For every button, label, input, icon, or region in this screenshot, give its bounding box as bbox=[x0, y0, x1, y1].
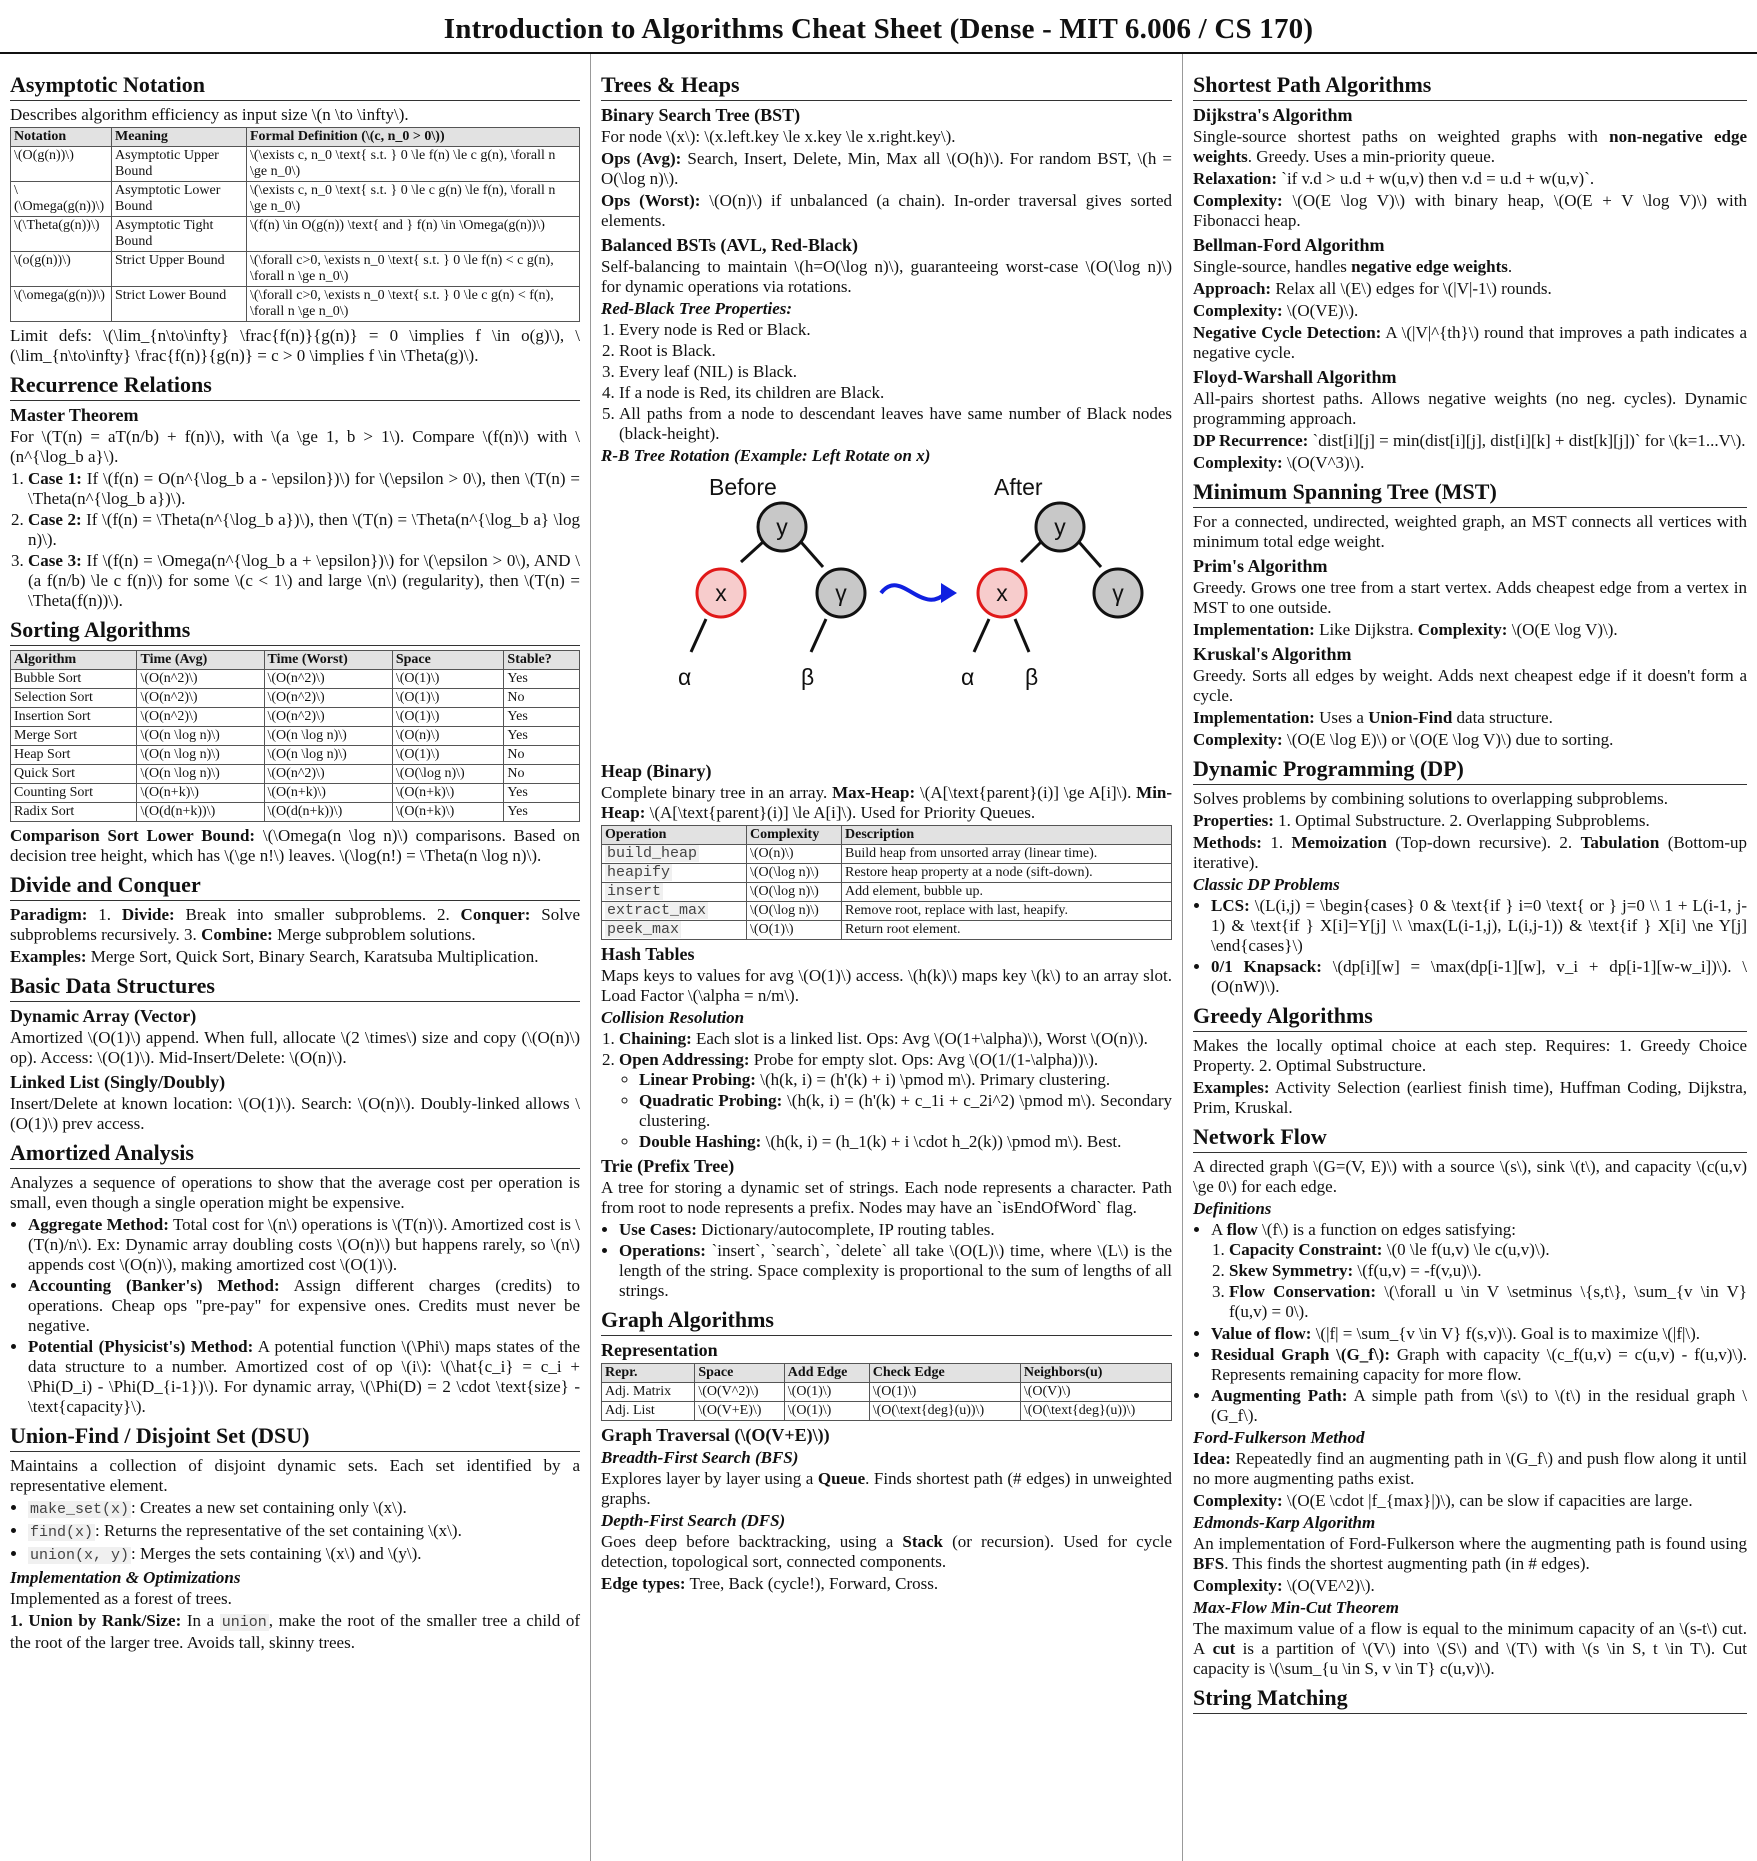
subheading: Master Theorem bbox=[10, 405, 139, 425]
subheading: Depth-First Search (DFS) bbox=[601, 1511, 786, 1530]
paragraph: For node \(x\): \(x.left.key \le x.key \le x.right.key\). bbox=[601, 127, 956, 146]
probe-list bbox=[619, 1070, 1172, 1152]
list-item: • Use Cases: Dictionary/autocomplete, IP routing tables. bbox=[619, 1220, 1172, 1240]
list-item: ◦ Quadratic Probing: \(h(k, i) = (h'(k) + c_1i + c_2i^2) \pmod m\). Secondary clustering. bbox=[639, 1091, 1172, 1131]
table-header-row bbox=[11, 128, 580, 147]
svg-text:x: x bbox=[996, 580, 1008, 606]
table-row: extract_max \(O(\log n)\) Remove root, replace with last, heapify. bbox=[602, 902, 1172, 921]
column-2 bbox=[590, 54, 1182, 1861]
list-item: • Operations: `insert`, `search`, `delete` all take \(O(L)\) time, where \(L\) is the length of the string. Space complexity is proportional to the sum of lengths of all strings. bbox=[619, 1241, 1172, 1301]
subtree-alpha-label: α bbox=[961, 664, 975, 690]
paragraph: Maintains a collection of disjoint dynamic sets. Each set identified by a representative element. bbox=[10, 1456, 580, 1495]
table-cell: \(\exists c, n_0 \text{ s.t. } 0 \le c g(n) \le f(n), \forall n \ge n_0\) bbox=[247, 182, 580, 217]
table-cell: Asymptotic Upper Bound bbox=[112, 147, 247, 182]
tree-edge bbox=[1015, 619, 1029, 652]
paragraph: Limit defs: \(\lim_{n\to\infty} \frac{f(n)}{g(n)} = 0 \implies f \in o(g)\), \(\lim_{n\to\infty} \frac{f(n)}{g(n)} = c > 0 \implies f \in \Theta(g)\). bbox=[10, 326, 580, 365]
list-item: 2. Skew Symmetry: \(f(u,v) = -f(v,u)\). bbox=[1229, 1261, 1747, 1281]
list-item: 4. If a node is Red, its children are Black. bbox=[619, 383, 1172, 403]
paragraph: Paradigm: 1. Divide: Break into smaller subproblems. 2. Conquer: Solve subproblems recursively. 3. Combine: Merge subproblem solutions. bbox=[10, 905, 580, 944]
table-cell: \(f(n) \in O(g(n)) \text{ and } f(n) \in \Omega(g(n))\) bbox=[247, 217, 580, 252]
tree-edge bbox=[811, 619, 826, 652]
list-item: 2. Open Addressing: Probe for empty slot. Ops: Avg \(O(1/(1-\alpha))\). ◦ Linear Probing: \(h(k, i) = (h'(k) + i) \pmod m\). Primary clustering. ◦ Quadratic Probing: \(h(k, i) = (h'(k) + c_1i + c_2i^2) \pmod m\). Secondary clustering. ◦ Double Hashing: \(h(k, i) = (h_1(k) + i \cdot h_2(k)) \pmod m\). Best. bbox=[619, 1050, 1172, 1152]
list-item: • find(x) : Returns the representative of the set containing \(x\). bbox=[28, 1521, 580, 1543]
paragraph: A tree for storing a dynamic set of strings. Each node represents a character. Path from root to node represents a prefix. Nodes may have an `isEndOfWord` flag. bbox=[601, 1178, 1172, 1217]
table-header: Repr. bbox=[602, 1364, 695, 1383]
svg-text:x: x bbox=[715, 580, 727, 606]
paragraph: Complexity: \(O(VE)\). bbox=[1193, 301, 1359, 320]
subheading: Classic DP Problems bbox=[1193, 875, 1340, 894]
paragraph: Maps keys to values for avg \(O(1)\) access. \(h(k)\) maps key \(k\) to an array slot. Load Factor \(\alpha = n/m\). bbox=[601, 966, 1172, 1005]
paragraph: DP Recurrence: `dist[i][j] = min(dist[i][j], dist[i][k] + dist[k][j])` for \(k=1...V\). bbox=[1193, 431, 1746, 450]
section-heading: Recurrence Relations bbox=[10, 372, 580, 401]
table-row: heapify \(O(\log n)\) Restore heap property at a node (sift-down). bbox=[602, 864, 1172, 883]
table-header: Neighbors(u) bbox=[1020, 1364, 1171, 1383]
paragraph: Edge types: Tree, Back (cycle!), Forward, Cross. bbox=[601, 1574, 939, 1593]
list-item: 1. Capacity Constraint: \(0 \le f(u,v) \le c(u,v)\). bbox=[1229, 1240, 1747, 1260]
flow-definitions-list bbox=[1193, 1220, 1747, 1426]
paragraph: Amortized \(O(1)\) append. When full, allocate \(2 \times\) size and copy (\(O(n)\) op). Access: \(O(1)\). Mid-Insert/Delete: \(O(n)\). bbox=[10, 1028, 580, 1067]
paragraph: Single-source, handles negative edge weights. bbox=[1193, 257, 1513, 276]
after-label: After bbox=[994, 474, 1043, 500]
subheading: R-B Tree Rotation (Example: Left Rotate on x) bbox=[601, 446, 931, 465]
rb-properties-list bbox=[601, 320, 1172, 444]
table-row: Adj. List \(O(V+E)\) \(O(1)\) \(O(\text{deg}(u))\) \(O(\text{deg}(u))\) bbox=[602, 1402, 1172, 1421]
subheading: Collision Resolution bbox=[601, 1008, 745, 1027]
subheading: Binary Search Tree (BST) bbox=[601, 105, 801, 125]
table-cell: \(\Theta(g(n))\) bbox=[11, 217, 112, 252]
section-heading: Amortized Analysis bbox=[10, 1140, 580, 1169]
tree-edge bbox=[691, 619, 706, 652]
list-item: • Accounting (Banker's) Method: Assign different charges (credits) to operations. Cheap ops "pre-pay" for expensive ones. Credits must never be negative. bbox=[28, 1276, 580, 1336]
paragraph: For a connected, undirected, weighted graph, an MST connects all vertices with minimum total edge weight. bbox=[1193, 512, 1747, 551]
table-header-row bbox=[602, 826, 1172, 845]
subheading: Implementation & Optimizations bbox=[10, 1568, 241, 1587]
paragraph: All-pairs shortest paths. Allows negative weights (no neg. cycles). Dynamic programming approach. bbox=[1193, 389, 1747, 428]
amortized-list bbox=[10, 1215, 580, 1417]
table-row bbox=[11, 287, 580, 322]
table-header: Complexity bbox=[747, 826, 842, 845]
subheading: Heap (Binary) bbox=[601, 761, 712, 781]
table-header: Algorithm bbox=[11, 651, 137, 670]
section-heading: Graph Algorithms bbox=[601, 1307, 1172, 1336]
subheading: Trie (Prefix Tree) bbox=[601, 1156, 735, 1176]
paragraph: Greedy. Sorts all edges by weight. Adds next cheapest edge if it doesn't form a cycle. bbox=[1193, 666, 1747, 705]
paragraph: Negative Cycle Detection: A \(|V|^{th}\) round that improves a path indicates a negative cycle. bbox=[1193, 323, 1747, 362]
paragraph: Comparison Sort Lower Bound: \(\Omega(n \log n)\) comparisons. Based on decision tree height, which has \(\ge n!\) leaves. \(\log(n!) = \Theta(n \log n)\). bbox=[10, 826, 581, 865]
paragraph: Analyzes a sequence of operations to show that the average cost per operation is small, even though a single operation might be expensive. bbox=[10, 1173, 580, 1212]
paragraph: Describes algorithm efficiency as input size \(n \to \infty\). bbox=[10, 105, 409, 124]
subheading: Floyd-Warshall Algorithm bbox=[1193, 367, 1397, 387]
tree-edge bbox=[974, 619, 989, 652]
paragraph: Idea: Repeatedly find an augmenting path in \(G_f\) and push flow along it until no more augmenting paths exist. bbox=[1193, 1449, 1748, 1488]
tree-edge bbox=[741, 542, 763, 562]
dp-problems-list bbox=[1193, 896, 1747, 997]
section-heading: Dynamic Programming (DP) bbox=[1193, 756, 1747, 785]
paragraph: Examples: Activity Selection (earliest finish time), Huffman Coding, Dijkstra, Prim, Kruskal. bbox=[1193, 1078, 1747, 1117]
list-item: 2. Root is Black. bbox=[619, 341, 1172, 361]
table-header: Add Edge bbox=[784, 1364, 869, 1383]
paragraph: Complexity: \(O(VE^2)\). bbox=[1193, 1576, 1375, 1595]
table-cell: Strict Lower Bound bbox=[112, 287, 247, 322]
section-sorting-algorithms bbox=[10, 617, 580, 866]
subheading: Dynamic Array (Vector) bbox=[10, 1006, 197, 1026]
table-row bbox=[11, 182, 580, 217]
paragraph: Complexity: \(O(E \log V)\) with binary heap, \(O(E + V \log V)\) with Fibonacci heap. bbox=[1193, 191, 1748, 230]
paragraph: Complete binary tree in an array. Max-Heap: \(A[\text{parent}(i)] \ge A[i]\). Min-Heap: \(A[\text{parent}(i)] \le A[i]\). Used for Priority Queues. bbox=[601, 783, 1173, 822]
paragraph: Single-source shortest paths on weighted graphs with non-negative edge weights. Greedy. Uses a min-priority queue. bbox=[1193, 127, 1748, 166]
paragraph: Solves problems by combining solutions to overlapping subproblems. bbox=[1193, 789, 1669, 808]
table-row: Selection Sort \(O(n^2)\) \(O(n^2)\) \(O(1)\) No bbox=[11, 689, 580, 708]
subheading: Ford-Fulkerson Method bbox=[1193, 1428, 1365, 1447]
table-header: Meaning bbox=[112, 128, 247, 147]
paragraph: Implementation: Uses a Union-Find data structure. bbox=[1193, 708, 1553, 727]
list-item: 1. Case 1: If \(f(n) = O(n^{\log_b a - \epsilon})\) for \(\epsilon > 0\), then \(T(n) = \Theta(n^{\log_b a})\). bbox=[28, 469, 580, 509]
table-cell: \(\Omega(g(n))\) bbox=[11, 182, 112, 217]
list-item: 1. Chaining: Each slot is a linked list. Ops: Avg \(O(1+\alpha)\), Worst \(O(n)\). bbox=[619, 1029, 1172, 1049]
column-1 bbox=[0, 54, 590, 1861]
list-item: 3. Every leaf (NIL) is Black. bbox=[619, 362, 1172, 382]
sorting-table bbox=[10, 650, 580, 822]
section-heading: String Matching bbox=[1193, 1685, 1747, 1714]
trie-list bbox=[601, 1220, 1172, 1301]
table-row: Bubble Sort \(O(n^2)\) \(O(n^2)\) \(O(1)\) Yes bbox=[11, 670, 580, 689]
subheading: Edmonds-Karp Algorithm bbox=[1193, 1513, 1376, 1532]
subheading: Dijkstra's Algorithm bbox=[1193, 105, 1353, 125]
flow-constraints-list bbox=[1211, 1240, 1747, 1322]
section-heading: Trees & Heaps bbox=[601, 72, 1172, 101]
table-row bbox=[11, 147, 580, 182]
subtree-alpha-label: α bbox=[678, 664, 692, 690]
paragraph: A directed graph \(G=(V, E)\) with a source \(s\), sink \(t\), and capacity \(c(u,v) \ge 0\) for each edge. bbox=[1193, 1157, 1747, 1196]
list-item: • A flow \(f\) is a function on edges satisfying: 1. Capacity Constraint: \(0 \le f(u,v) \le c(u,v)\). 2. Skew Symmetry: \(f(u,v) = -f(v,u)\). 3. Flow Conservation: \(\forall u \in V \setminus \{s,t\}, \sum_{v \in V} f(u,v) = 0\). bbox=[1211, 1220, 1747, 1322]
list-item: • Augmenting Path: A simple path from \(s\) to \(t\) in the residual graph \(G_f\). bbox=[1211, 1386, 1747, 1426]
table-cell: \(O(g(n))\) bbox=[11, 147, 112, 182]
tree-edge bbox=[801, 542, 823, 567]
table-cell: \(\forall c>0, \exists n_0 \text{ s.t. } 0 \le c g(n) < f(n), \forall n \ge n_0\) bbox=[247, 287, 580, 322]
table-header: Description bbox=[842, 826, 1172, 845]
list-item: 2. Case 2: If \(f(n) = \Theta(n^{\log_b a})\), then \(T(n) = \Theta(n^{\log_b a} \log n)\). bbox=[28, 510, 580, 550]
table-cell: Strict Upper Bound bbox=[112, 252, 247, 287]
arrow-head-icon bbox=[941, 583, 957, 603]
paragraph: The maximum value of a flow is equal to the minimum capacity of an \(s-t\) cut. A cut is a partition of \(V\) into \(S\) and \(T\) with \(s \in S, t \in T\). Cut capacity is \(\sum_{u \in S, v \in T} c(u,v)\). bbox=[1193, 1619, 1748, 1678]
paragraph: Ops (Worst): \(O(n)\) if unbalanced (a chain). In-order traversal gives sorted elements. bbox=[601, 191, 1173, 230]
paragraph: Implemented as a forest of trees. bbox=[10, 1589, 232, 1608]
list-item: 5. All paths from a node to descendant leaves have same number of Black nodes (black-height). bbox=[619, 404, 1172, 444]
master-cases-list bbox=[10, 469, 580, 611]
tree-edge bbox=[1079, 542, 1101, 567]
section-divide-and-conquer bbox=[10, 872, 580, 967]
union-find-ops-list bbox=[10, 1498, 580, 1566]
list-item: 3. Flow Conservation: \(\forall u \in V \setminus \{s,t\}, \sum_{v \in V} f(u,v) = 0\). bbox=[1229, 1282, 1747, 1322]
paragraph: Complexity: \(O(E \log E)\) or \(O(E \log V)\) due to sorting. bbox=[1193, 730, 1614, 749]
table-header: Formal Definition (\(c, n_0 > 0\)) bbox=[247, 128, 580, 147]
svg-text:γ: γ bbox=[1112, 580, 1124, 606]
rotate-arrow-icon bbox=[881, 585, 946, 599]
paragraph: Properties: 1. Optimal Substructure. 2. Overlapping Subproblems. bbox=[1193, 811, 1650, 830]
svg-text:γ: γ bbox=[835, 580, 847, 606]
table-row: build_heap \(O(n)\) Build heap from unsorted array (linear time). bbox=[602, 845, 1172, 864]
subheading: Red-Black Tree Properties: bbox=[601, 299, 793, 318]
section-trees-heaps bbox=[601, 72, 1172, 1301]
table-cell: \(\forall c>0, \exists n_0 \text{ s.t. } 0 \le f(n) < c g(n), \forall n \ge n_0\) bbox=[247, 252, 580, 287]
svg-text:y: y bbox=[1054, 514, 1066, 540]
list-item: • Aggregate Method: Total cost for \(n\) operations is \(T(n)\). Amortized cost is \(T(n)/n\). Ex: Dynamic array doubling costs \(O(n)\) but happens rarely, so \(n\) appends cost \(O(n)\), making amortized cost \(O(1)\). bbox=[28, 1215, 580, 1275]
section-mst bbox=[1193, 479, 1747, 750]
paragraph: Examples: Merge Sort, Quick Sort, Binary Search, Karatsuba Multiplication. bbox=[10, 947, 539, 966]
subheading: Bellman-Ford Algorithm bbox=[1193, 235, 1385, 255]
section-greedy bbox=[1193, 1003, 1747, 1118]
paragraph: Goes deep before backtracking, using a Stack (or recursion). Used for cycle detection, topological sort, connected components. bbox=[601, 1532, 1173, 1571]
table-header: Check Edge bbox=[869, 1364, 1020, 1383]
subheading: Balanced BSTs (AVL, Red-Black) bbox=[601, 235, 859, 255]
tree-edge bbox=[1021, 542, 1041, 562]
section-recurrence-relations bbox=[10, 372, 580, 611]
list-item: 3. Case 3: If \(f(n) = \Omega(n^{\log_b a + \epsilon})\) for \(\epsilon > 0\), AND \(a f(n/b) \le c f(n)\) for some \(c < 1\) and large \(n\) (regularity), then \(T(n) = \Theta(f(n))\). bbox=[28, 551, 580, 611]
paragraph: Complexity: \(O(E \cdot |f_{max}|)\), can be slow if capacities are large. bbox=[1193, 1491, 1693, 1510]
table-row: Counting Sort \(O(n+k)\) \(O(n+k)\) \(O(n+k)\) Yes bbox=[11, 784, 580, 803]
paragraph: Methods: 1. Memoization (Top-down recursive). 2. Tabulation (Bottom-up iterative). bbox=[1193, 833, 1748, 872]
section-string-matching bbox=[1193, 1685, 1747, 1714]
table-cell: \(\exists c, n_0 \text{ s.t. } 0 \le f(n) \le c g(n), \forall n \ge n_0\) bbox=[247, 147, 580, 182]
paragraph: 1. Union by Rank/Size: In a union , make the root of the smaller tree a child of the root of the larger tree. Avoids tall, skinny trees. bbox=[10, 1611, 581, 1652]
section-heading: Greedy Algorithms bbox=[1193, 1003, 1747, 1032]
table-cell: \(o(g(n))\) bbox=[11, 252, 112, 287]
table-row: peek_max \(O(1)\) Return root element. bbox=[602, 921, 1172, 940]
heap-ops-table bbox=[601, 825, 1172, 940]
collision-list bbox=[601, 1029, 1172, 1152]
subheading: Hash Tables bbox=[601, 944, 695, 964]
list-item: • Value of flow: \(|f| = \sum_{v \in V} f(s,v)\). Goal is to maximize \(|f|\). bbox=[1211, 1324, 1747, 1344]
table-row bbox=[11, 252, 580, 287]
paragraph: For \(T(n) = aT(n/b) + f(n)\), with \(a \ge 1, b > 1\). Compare \(f(n)\) with \(n^{\log_b a}\). bbox=[10, 427, 580, 466]
before-label: Before bbox=[709, 474, 777, 500]
asymptotic-table bbox=[10, 127, 580, 322]
subheading: Kruskal's Algorithm bbox=[1193, 644, 1352, 664]
table-row: Heap Sort \(O(n \log n)\) \(O(n \log n)\) \(O(1)\) No bbox=[11, 746, 580, 765]
list-item: • make_set(x) : Creates a new set containing only \(x\). bbox=[28, 1498, 580, 1520]
table-row bbox=[11, 217, 580, 252]
list-item: • 0/1 Knapsack: \(dp[i][w] = \max(dp[i-1][w], v_i + dp[i-1][w-w_i])\). \(O(nW)\). bbox=[1211, 957, 1747, 997]
list-item: • Potential (Physicist's) Method: A potential function \(\Phi\) maps states of the data structure to a number. Amortized cost of op \(i\): \(\hat{c_i} = c_i + \Phi(D_i) - \Phi(D_{i-1})\). For dynamic array, \(\Phi(D) = 2 \cdot \text{size} - \text{capacity}\). bbox=[28, 1337, 580, 1417]
section-asymptotic-notation bbox=[10, 72, 580, 366]
section-graph-algorithms bbox=[601, 1307, 1172, 1594]
paragraph: Greedy. Grows one tree from a start vertex. Adds cheapest edge from a vertex in MST to one outside. bbox=[1193, 578, 1747, 617]
section-heading: Asymptotic Notation bbox=[10, 72, 580, 101]
list-item: 1. Every node is Red or Black. bbox=[619, 320, 1172, 340]
list-item: • Residual Graph \(G_f\): Graph with capacity \(c_f(u,v) = c(u,v) - f(u,v)\). Represents remaining capacity for more flow. bbox=[1211, 1345, 1747, 1385]
graph-repr-table bbox=[601, 1363, 1172, 1421]
table-row: Adj. Matrix \(O(V^2)\) \(O(1)\) \(O(1)\) \(O(V)\) bbox=[602, 1383, 1172, 1402]
table-cell: Asymptotic Tight Bound bbox=[112, 217, 247, 252]
rotation-diagram bbox=[601, 467, 1171, 757]
table-row: insert \(O(\log n)\) Add element, bubble up. bbox=[602, 883, 1172, 902]
table-header: Notation bbox=[11, 128, 112, 147]
table-row: Merge Sort \(O(n \log n)\) \(O(n \log n)\) \(O(n)\) Yes bbox=[11, 727, 580, 746]
paragraph: Complexity: \(O(V^3)\). bbox=[1193, 453, 1365, 472]
subheading: Representation bbox=[601, 1340, 718, 1360]
section-heading: Union-Find / Disjoint Set (DSU) bbox=[10, 1423, 580, 1452]
section-dynamic-programming bbox=[1193, 756, 1747, 997]
paragraph: Relaxation: `if v.d > u.d + w(u,v) then v.d = u.d + w(u,v)`. bbox=[1193, 169, 1595, 188]
table-row: Insertion Sort \(O(n^2)\) \(O(n^2)\) \(O(1)\) Yes bbox=[11, 708, 580, 727]
table-header: Time (Avg) bbox=[137, 651, 264, 670]
table-header: Space bbox=[695, 1364, 784, 1383]
subheading: Linked List (Singly/Doubly) bbox=[10, 1072, 226, 1092]
paragraph: Approach: Relax all \(E\) edges for \(|V|-1\) rounds. bbox=[1193, 279, 1552, 298]
svg-text:y: y bbox=[776, 514, 788, 540]
section-heading: Minimum Spanning Tree (MST) bbox=[1193, 479, 1747, 508]
section-heading: Network Flow bbox=[1193, 1124, 1747, 1153]
table-row: Quick Sort \(O(n \log n)\) \(O(n^2)\) \(O(\log n)\) No bbox=[11, 765, 580, 784]
section-basic-data-structures bbox=[10, 973, 580, 1134]
column-3 bbox=[1182, 54, 1757, 1861]
subheading: Definitions bbox=[1193, 1199, 1272, 1218]
subtree-beta-label: β bbox=[801, 664, 815, 690]
page-title: Introduction to Algorithms Cheat Sheet (Dense - MIT 6.006 / CS 170) bbox=[0, 0, 1757, 54]
table-header-row bbox=[11, 651, 580, 670]
subtree-beta-label: β bbox=[1025, 664, 1039, 690]
paragraph: Ops (Avg): Search, Insert, Delete, Min, Max all \(O(h)\). For random BST, \(h = O(\log n)\). bbox=[601, 149, 1172, 188]
paragraph: Self-balancing to maintain \(h=O(\log n)\), guaranteeing worst-case \(O(\log n)\) for dynamic operations via rotations. bbox=[601, 257, 1172, 296]
section-heading: Sorting Algorithms bbox=[10, 617, 580, 646]
table-header: Time (Worst) bbox=[264, 651, 392, 670]
table-header: Space bbox=[392, 651, 504, 670]
paragraph: Insert/Delete at known location: \(O(1)\). Search: \(O(n)\). Doubly-linked allows \(O(1)\) prev access. bbox=[10, 1094, 580, 1133]
section-amortized-analysis bbox=[10, 1140, 580, 1417]
subheading: Graph Traversal (\(O(V+E)\)) bbox=[601, 1425, 830, 1445]
list-item: ◦ Double Hashing: \(h(k, i) = (h_1(k) + i \cdot h_2(k)) \pmod m\). Best. bbox=[639, 1132, 1172, 1152]
table-header-row bbox=[602, 1364, 1172, 1383]
table-header: Operation bbox=[602, 826, 747, 845]
paragraph: An implementation of Ford-Fulkerson where the augmenting path is found using BFS. This finds the shortest augmenting path (in # edges). bbox=[1193, 1534, 1747, 1573]
section-union-find bbox=[10, 1423, 580, 1653]
paragraph: Implementation: Like Dijkstra. Complexity: \(O(E \log V)\). bbox=[1193, 620, 1618, 639]
table-row: Radix Sort \(O(d(n+k))\) \(O(d(n+k))\) \(O(n+k)\) Yes bbox=[11, 803, 580, 822]
table-cell: Asymptotic Lower Bound bbox=[112, 182, 247, 217]
table-cell: \(\omega(g(n))\) bbox=[11, 287, 112, 322]
section-heading: Basic Data Structures bbox=[10, 973, 580, 1002]
section-network-flow bbox=[1193, 1124, 1747, 1679]
subheading: Max-Flow Min-Cut Theorem bbox=[1193, 1598, 1399, 1617]
subheading: Breadth-First Search (BFS) bbox=[601, 1448, 799, 1467]
section-shortest-path bbox=[1193, 72, 1747, 473]
paragraph: Explores layer by layer using a Queue. Finds shortest path (# edges) in unweighted graphs. bbox=[601, 1469, 1173, 1508]
paragraph: Makes the locally optimal choice at each step. Requires: 1. Greedy Choice Property. 2. Optimal Substructure. bbox=[1193, 1036, 1747, 1075]
subheading: Prim's Algorithm bbox=[1193, 556, 1328, 576]
list-item: ◦ Linear Probing: \(h(k, i) = (h'(k) + i) \pmod m\). Primary clustering. bbox=[639, 1070, 1172, 1090]
list-item: • LCS: \(L(i,j) = \begin{cases} 0 & \text{if } i=0 \text{ or } j=0 \\ 1 + L(i-1, j-1) & \text{if } X[i]=Y[j] \\ \max(L(i-1,j), L(i,j-1)) & \text{if } X[i] \ne Y[j] \end{cases}\) bbox=[1211, 896, 1747, 956]
section-heading: Divide and Conquer bbox=[10, 872, 580, 901]
table-header: Stable? bbox=[504, 651, 580, 670]
section-heading: Shortest Path Algorithms bbox=[1193, 72, 1747, 101]
list-item: • union(x, y) : Merges the sets containing \(x\) and \(y\). bbox=[28, 1544, 580, 1566]
